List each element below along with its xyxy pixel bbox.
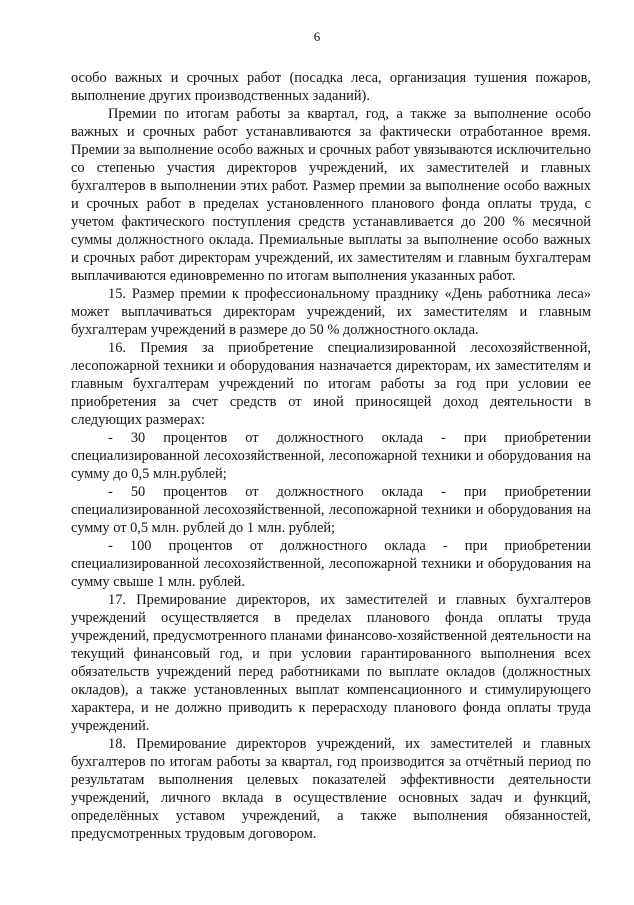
list-item-50-percent: - 50 процентов от должностного оклада - при приобретении специализированной лесохозяйственной, лесопожарной техники и оборудования на сумму от 0,5 млн. рублей до 1 млн. рублей; [71,484,591,536]
paragraph-15-forest-worker-day: 15. Размер премии к профессиональному празднику «День работника леса» может выплачиваться директорам учреждений, их заместителям и главным бухгалтерам учреждений в размере до 50 % должностного оклада. [71,286,591,338]
paragraph-16-equipment-bonus: 16. Премия за приобретение специализированной лесохозяйственной, лесопожарной техники и оборудования назначается директорам, их заместителям и главным бухгалтерам учреждений по итогам работы за год при условии ее приобретения за счет средств от иной приносящей доход деятельности в следующих размерах: [71,340,591,428]
document-body [71,69,591,843]
paragraph-bonus-timing: Премии по итогам работы за квартал, год, а также за выполнение особо важных и срочных работ устанавливаются за фактически отработанное время. Премии за выполнение особо важных и срочных работ увязываются исключительно со степенью участия директоров учреждений, их заместителей и главных бухгалтеров в выполнении этих работ. Размер премии за выполнение особо важных и срочных работ в пределах установленного планового фонда оплаты труда, с учетом фактического поступления средств устанавливается до 200 % месячной суммы должностного оклада. Премиальные выплаты за выполнение особо важных и срочных работ директорам учреждений, их заместителям и главным бухгалтерам выплачиваются единовременно по итогам выполнения указанных работ. [71,106,591,284]
list-item-100-percent: - 100 процентов от должностного оклада - при приобретении специализированной лесохозяйственной, лесопожарной техники и оборудования на сумму свыше 1 млн. рублей. [71,538,591,590]
paragraph-17-bonus-fund: 17. Премирование директоров, их заместителей и главных бухгалтеров учреждений осуществляется в пределах планового фонда оплаты труда учреждений, предусмотренного планами финансово-хозяйственной деятельности на текущий финансовый год, и при условии гарантированного выполнения всех обязательств учреждений перед работниками по выплате окладов (должностных окладов), а также установленных выплат компенсационного и стимулирующего характера, и не должно приводить к перерасходу планового фонда оплаты труда учреждений. [71,592,591,734]
paragraph-18-quarterly-bonus: 18. Премирование директоров учреждений, их заместителей и главных бухгалтеров по итогам работы за квартал, год производится за отчётный период по результатам выполнения целевых показателей эффективности деятельности учреждений, личного вклада в осуществление основных задач и функций, определённых уставом учреждений, а также выполнения обязанностей, предусмотренных трудовым договором. [71,736,591,842]
list-item-30-percent: - 30 процентов от должностного оклада - при приобретении специализированной лесохозяйственной, лесопожарной техники и оборудования на сумму до 0,5 млн.рублей; [71,430,591,482]
paragraph-continuation: особо важных и срочных работ (посадка леса, организация тушения пожаров, выполнение других производственных заданий). [71,70,591,104]
page-number: 6 [313,29,321,44]
